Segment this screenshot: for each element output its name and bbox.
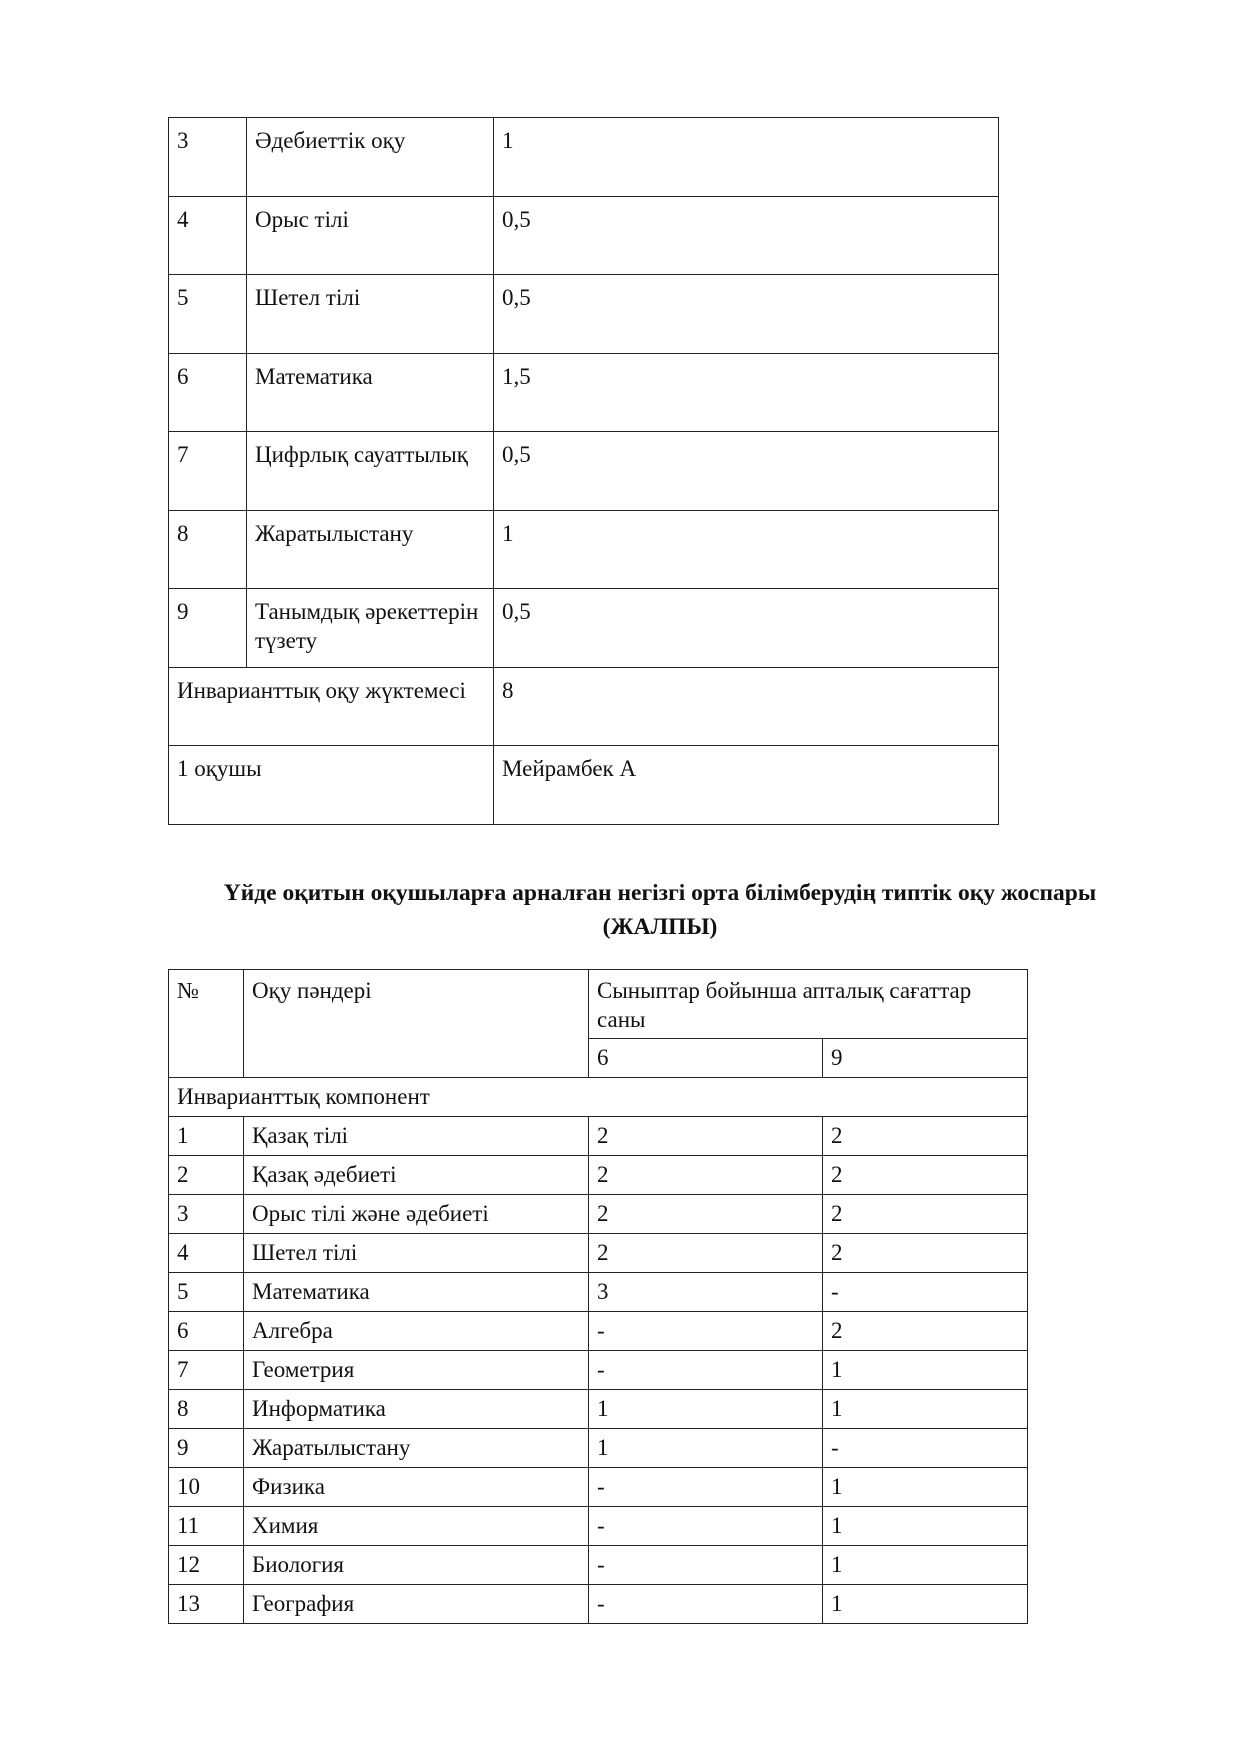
total-label: Инварианттық оқу жүктемесі (169, 667, 494, 746)
subject-name: Алгебра (244, 1312, 589, 1351)
subject-name: Математика (244, 1273, 589, 1312)
grade-6-hours: - (589, 1312, 823, 1351)
table-row (169, 1468, 1028, 1507)
subject-name: Танымдық әрекеттерін түзету (247, 589, 494, 668)
hours-value: 0,5 (494, 432, 999, 511)
table-row (169, 1234, 1028, 1273)
table-row (169, 510, 999, 589)
table-row (169, 1390, 1028, 1429)
grade-9-hours: 2 (823, 1195, 1028, 1234)
table-row (169, 275, 999, 354)
table-row (169, 1312, 1028, 1351)
table-row (169, 118, 999, 197)
table-row (169, 589, 999, 668)
grade-9-hours: - (823, 1273, 1028, 1312)
grade-9-hours: 2 (823, 1117, 1028, 1156)
subject-name: Геометрия (244, 1351, 589, 1390)
grade-6-hours: - (589, 1585, 823, 1624)
subject-name: Жаратылыстану (247, 510, 494, 589)
row-number: 7 (169, 1351, 244, 1390)
grade-6-hours: 2 (589, 1117, 823, 1156)
grade-6-hours: 2 (589, 1195, 823, 1234)
section-label: Инварианттық компонент (169, 1078, 1028, 1117)
hours-value: 0,5 (494, 589, 999, 668)
grade-9-hours: 2 (823, 1156, 1028, 1195)
subject-name: Шетел тілі (247, 275, 494, 354)
grade-9-hours: 2 (823, 1234, 1028, 1273)
row-number: 7 (169, 432, 247, 511)
subject-name: Цифрлық сауаттылық (247, 432, 494, 511)
row-number: 5 (169, 1273, 244, 1312)
row-number: 9 (169, 589, 247, 668)
row-number: 2 (169, 1156, 244, 1195)
grade-9-hours: 1 (823, 1546, 1028, 1585)
grade-6-hours: - (589, 1468, 823, 1507)
header-number: № (169, 970, 244, 1078)
subject-name: Орыс тілі (247, 196, 494, 275)
subject-name: География (244, 1585, 589, 1624)
grade-6-hours: - (589, 1507, 823, 1546)
curriculum-table (168, 969, 1028, 1624)
header-weekly-hours: Сыныптар бойынша апталық сағаттар саны (589, 970, 1028, 1039)
table-row (169, 1195, 1028, 1234)
row-number: 4 (169, 1234, 244, 1273)
grade-9-hours: 1 (823, 1507, 1028, 1546)
table-row (169, 196, 999, 275)
heading-line-2: (ЖАЛПЫ) (602, 914, 718, 940)
grade-9-hours: 1 (823, 1468, 1028, 1507)
row-number: 1 (169, 1117, 244, 1156)
subject-name: Қазақ әдебиеті (244, 1156, 589, 1195)
row-number: 6 (169, 353, 247, 432)
section-row (169, 1078, 1028, 1117)
student-label: 1 оқушы (169, 746, 494, 825)
grade-6-hours: 1 (589, 1390, 823, 1429)
row-number: 8 (169, 510, 247, 589)
row-number: 3 (169, 1195, 244, 1234)
table-header-row (169, 970, 1028, 1039)
row-number: 4 (169, 196, 247, 275)
grade-6-hours: - (589, 1546, 823, 1585)
table-row (169, 432, 999, 511)
row-number: 10 (169, 1468, 244, 1507)
table-row (169, 1351, 1028, 1390)
row-number: 11 (169, 1507, 244, 1546)
student-name: Мейрамбек А (494, 746, 999, 825)
hours-value: 1,5 (494, 353, 999, 432)
grade-6-hours: 3 (589, 1273, 823, 1312)
total-value: 8 (494, 667, 999, 746)
table-row (169, 1585, 1028, 1624)
row-number: 13 (169, 1585, 244, 1624)
subject-name: Орыс тілі және әдебиеті (244, 1195, 589, 1234)
table-row (169, 1546, 1028, 1585)
subject-name: Физика (244, 1468, 589, 1507)
hours-value: 0,5 (494, 275, 999, 354)
grade-9-hours: 1 (823, 1390, 1028, 1429)
heading-line-1: Үйде оқитын оқушыларға арналған негізгі орта білімберудің типтік оқу жоспары (223, 880, 1097, 906)
subject-name: Химия (244, 1507, 589, 1546)
subject-name: Шетел тілі (244, 1234, 589, 1273)
row-number: 3 (169, 118, 247, 197)
grade-6-hours: 2 (589, 1156, 823, 1195)
subject-name: Қазақ тілі (244, 1117, 589, 1156)
subject-name: Математика (247, 353, 494, 432)
grade-6-hours: 1 (589, 1429, 823, 1468)
subject-name: Информатика (244, 1390, 589, 1429)
subject-name: Жаратылыстану (244, 1429, 589, 1468)
row-number: 9 (169, 1429, 244, 1468)
grade-6-hours: 2 (589, 1234, 823, 1273)
header-grade-6: 6 (589, 1039, 823, 1078)
hours-value: 1 (494, 118, 999, 197)
table-row (169, 1156, 1028, 1195)
row-number: 12 (169, 1546, 244, 1585)
grade-9-hours: 2 (823, 1312, 1028, 1351)
hours-value: 0,5 (494, 196, 999, 275)
table-row (169, 1273, 1028, 1312)
hours-table-continued (168, 117, 999, 825)
total-row (169, 667, 999, 746)
grade-6-hours: - (589, 1351, 823, 1390)
subject-name: Әдебиеттік оқу (247, 118, 494, 197)
table-row (169, 1117, 1028, 1156)
grade-9-hours: - (823, 1429, 1028, 1468)
table-row (169, 353, 999, 432)
subject-name: Биология (244, 1546, 589, 1585)
section-heading (0, 876, 1240, 944)
header-grade-9: 9 (823, 1039, 1028, 1078)
student-row (169, 746, 999, 825)
table-row (169, 1429, 1028, 1468)
row-number: 5 (169, 275, 247, 354)
row-number: 6 (169, 1312, 244, 1351)
row-number: 8 (169, 1390, 244, 1429)
table-row (169, 1507, 1028, 1546)
header-subjects: Оқу пәндері (244, 970, 589, 1078)
grade-9-hours: 1 (823, 1351, 1028, 1390)
grade-9-hours: 1 (823, 1585, 1028, 1624)
hours-value: 1 (494, 510, 999, 589)
